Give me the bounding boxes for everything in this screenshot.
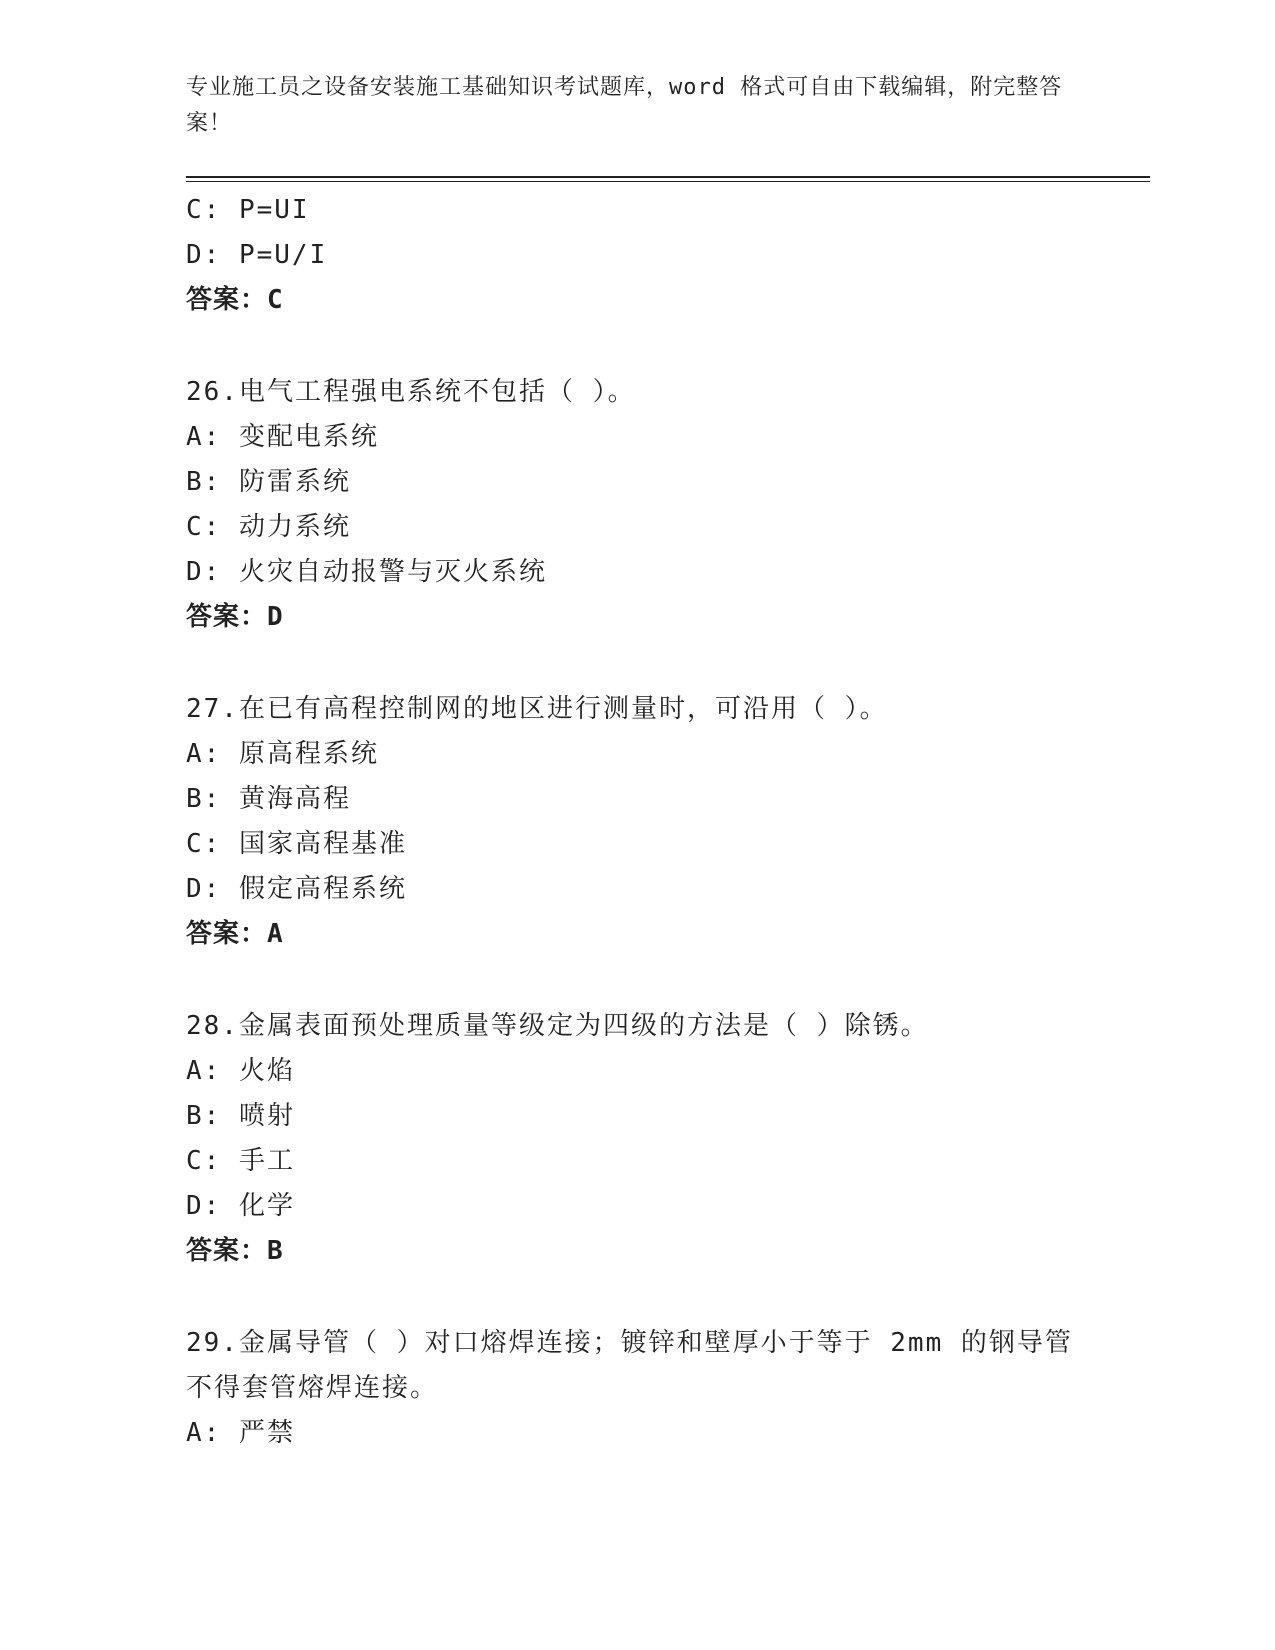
option-d: D: 火灾自动报警与灭火系统 <box>186 557 547 587</box>
option-b: B: 黄海高程 <box>186 784 351 814</box>
option-d: D: 假定高程系统 <box>186 874 407 904</box>
option-a: A: 严禁 <box>186 1418 295 1448</box>
question-block-29 <box>186 1321 1076 1456</box>
answer-label: 答案：C <box>186 285 284 315</box>
header-rule-thin <box>186 181 1150 182</box>
question-block-27 <box>186 687 1076 957</box>
option-c: C: 手工 <box>186 1146 295 1176</box>
answer-label: 答案：D <box>186 602 284 632</box>
option-a: A: 火焰 <box>186 1056 295 1086</box>
option-c: C: P=UI <box>186 195 310 225</box>
question-stem: 29.金属导管（ ）对口熔焊连接；镀锌和壁厚小于等于 2mm 的钢导管不得套管熔焊连接。 <box>186 1328 1073 1403</box>
question-block-28 <box>186 1004 1076 1274</box>
question-stem: 26.电气工程强电系统不包括（ ）。 <box>186 377 636 407</box>
question-stem: 27.在已有高程控制网的地区进行测量时，可沿用（ ）。 <box>186 694 888 724</box>
header-rule-thick <box>186 176 1150 178</box>
option-b: B: 防雷系统 <box>186 467 351 497</box>
option-b: B: 喷射 <box>186 1101 295 1131</box>
option-c: C: 动力系统 <box>186 512 351 542</box>
option-d: D: P=U/I <box>186 240 328 270</box>
document-content <box>186 188 1076 1456</box>
question-block-26 <box>186 370 1076 640</box>
option-d: D: 化学 <box>186 1191 295 1221</box>
option-a: A: 变配电系统 <box>186 422 379 452</box>
option-a: A: 原高程系统 <box>186 739 379 769</box>
answer-label: 答案：A <box>186 919 284 949</box>
question-stem: 28.金属表面预处理质量等级定为四级的方法是（ ）除锈。 <box>186 1011 929 1041</box>
option-c: C: 国家高程基准 <box>186 829 407 859</box>
document-header: 专业施工员之设备安装施工基础知识考试题库，word 格式可自由下载编辑，附完整答案！ <box>186 75 1063 136</box>
question-block-25 <box>186 188 1076 323</box>
answer-label: 答案：B <box>186 1236 284 1266</box>
